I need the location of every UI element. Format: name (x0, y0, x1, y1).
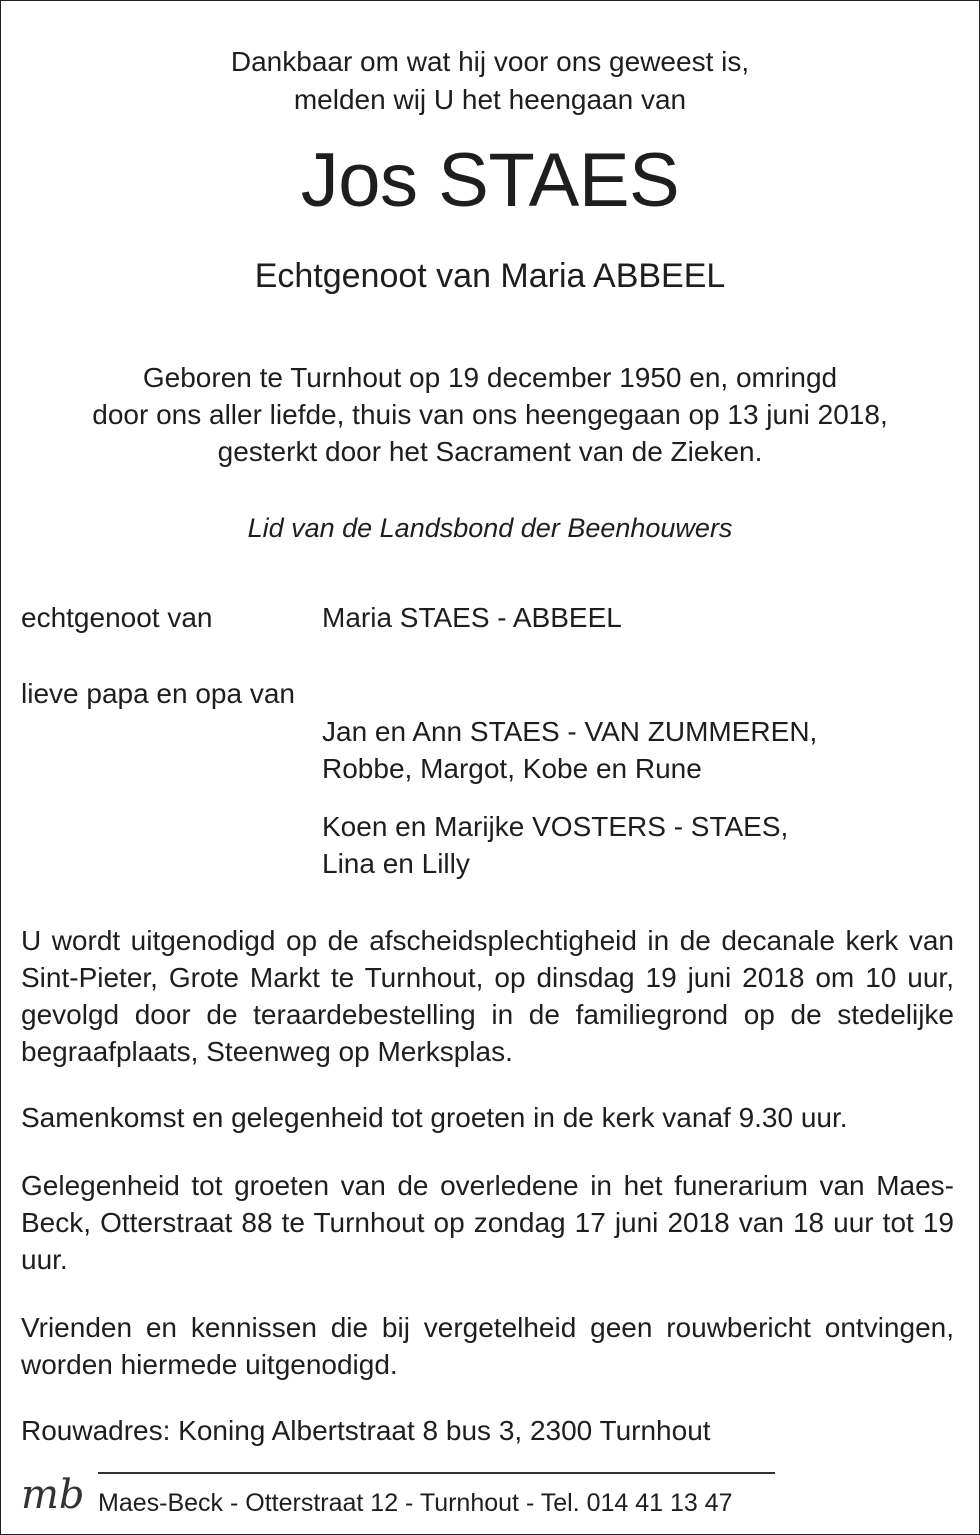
spouse-label: echtgenoot van (21, 602, 213, 633)
friends-paragraph: Vrienden en kennissen die bij vergetelheid geen rouwbericht ontvingen, worden hiermede uitgenodigd. (21, 1312, 954, 1380)
intro-line-2: melden wij U het heengaan van (293, 84, 687, 115)
spouse-subtitle: Echtgenoot van Maria ABBEEL (254, 257, 726, 295)
maes-beck-logo: mb (21, 1472, 85, 1518)
intro-line-1: Dankbaar om wat hij voor ons geweest is, (230, 46, 750, 77)
family-group-1-line-2: Robbe, Margot, Kobe en Rune (322, 753, 702, 784)
viewing-paragraph: Gelegenheid tot groeten van de overledene in het funerarium van Maes-Beck, Otterstraat 88 te Turnhout op zondag 17 juni 2018 van 18 uur tot 19 uur. (21, 1170, 954, 1275)
family-group-2-line-1: Koen en Marijke VOSTERS - STAES, (322, 811, 789, 842)
family-group-1-line-1: Jan en Ann STAES - VAN ZUMMEREN, (322, 716, 818, 747)
funeral-paragraph: U wordt uitgenodigd op de afscheidsplechtigheid in de decanale kerk van Sint-Pieter, Grote Markt te Turnhout, op dinsdag 19 juni 2018 om 10 uur, gevolgd door de teraardebestelling in de familiegrond op de stedelijke begraafplaats, Steenweg op Merksplas. (21, 925, 954, 1067)
children-label: lieve papa en opa van (21, 678, 295, 709)
birth-line-1: Geboren te Turnhout op 19 december 1950 en, omringd (142, 362, 838, 393)
mourning-address: Rouwadres: Koning Albertstraat 8 bus 3, 2300 Turnhout (21, 1415, 711, 1446)
family-group-2-line-2: Lina en Lilly (322, 848, 470, 879)
funeral-home-info: Maes-Beck - Otterstraat 12 - Turnhout - Tel. 014 41 13 47 (98, 1489, 733, 1517)
birth-line-2: door ons aller liefde, thuis van ons heengegaan op 13 juni 2018, (92, 399, 888, 430)
footer-divider (98, 1472, 775, 1474)
gathering-paragraph: Samenkomst en gelegenheid tot groeten in de kerk vanaf 9.30 uur. (21, 1102, 848, 1133)
deceased-name: Jos STAES (300, 138, 680, 223)
birth-line-3: gesterkt door het Sacrament van de Zieken. (217, 436, 763, 467)
membership-line: Lid van de Landsbond der Beenhouwers (247, 513, 733, 543)
spouse-name: Maria STAES - ABBEEL (322, 602, 622, 633)
